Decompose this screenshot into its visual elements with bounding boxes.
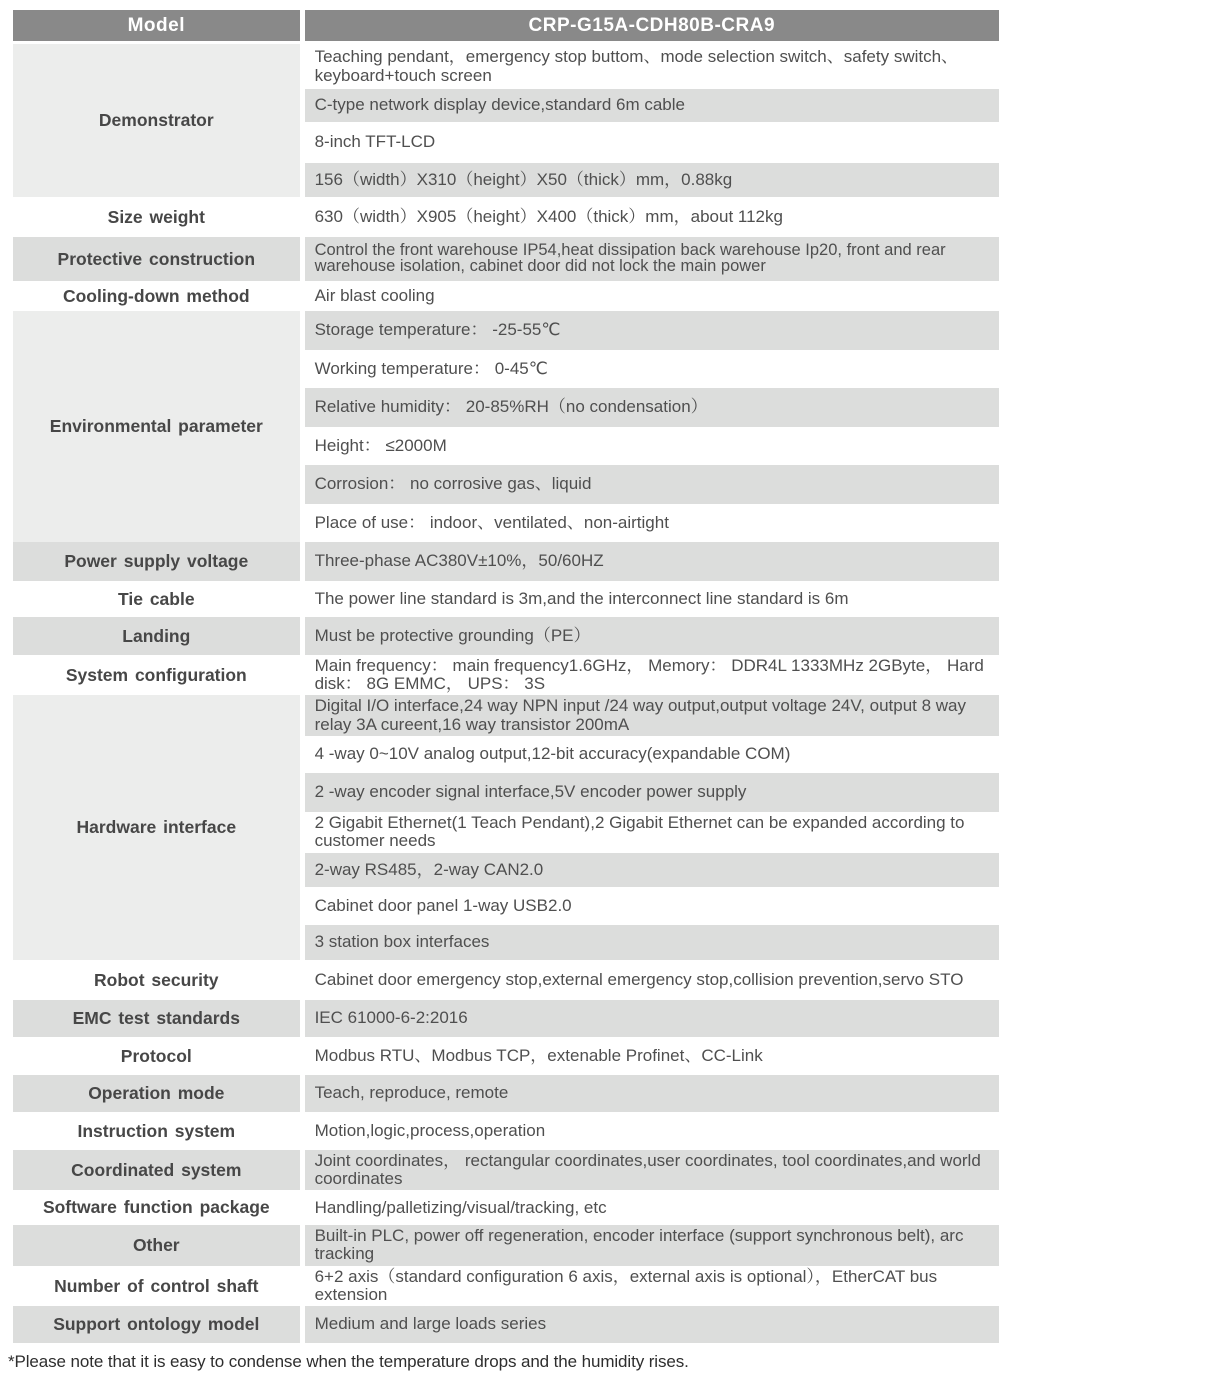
spec-value: Three-phase AC380V±10%，50/60HZ (305, 542, 999, 581)
table-row (13, 1150, 999, 1190)
table-row (13, 1225, 999, 1265)
spec-value: Handling/palletizing/visual/tracking, etc (305, 1190, 999, 1225)
spec-value: Height： ≤2000M (305, 427, 999, 465)
spec-value: Storage temperature： -25-55℃ (305, 311, 999, 350)
spec-value: Joint coordinates， rectangular coordinates,user coordinates, tool coordinates,and world coordinates (305, 1150, 999, 1190)
spec-label-software-function-package: Software function package (13, 1190, 300, 1225)
table-header-row (13, 10, 999, 44)
spec-value: Cabinet door panel 1-way USB2.0 (305, 887, 999, 925)
spec-value: Cabinet door emergency stop,external emergency stop,collision prevention,servo STO (305, 960, 999, 1000)
spec-label-demonstrator: Demonstrator (13, 44, 300, 197)
spec-label-protocol: Protocol (13, 1037, 300, 1075)
table-row (13, 197, 999, 237)
table-row (13, 1190, 999, 1225)
footnote: *Please note that it is easy to condense when the temperature drops and the humidity rises. (8, 1351, 689, 1371)
table-row (13, 1112, 999, 1150)
table-row (13, 655, 999, 695)
spec-label-coordinated-system: Coordinated system (13, 1150, 300, 1190)
spec-value: 630（width）X905（height）X400（thick）mm，about 112kg (305, 197, 999, 237)
table-row (13, 281, 999, 311)
spec-value: Control the front warehouse IP54,heat dissipation back warehouse Ip20, front and rear warehouse isolation, cabinet door did not lock the main power (305, 237, 999, 281)
spec-value: Must be protective grounding（PE） (305, 617, 999, 655)
spec-table (8, 10, 1004, 1343)
table-row (13, 311, 999, 350)
table-row (13, 960, 999, 1000)
header-model-label: Model (13, 10, 300, 44)
spec-label-protective-construction: Protective construction (13, 237, 300, 281)
spec-value: Place of use： indoor、ventilated、non-airtight (305, 504, 999, 542)
spec-value: Main frequency： main frequency1.6GHz， Memory： DDR4L 1333MHz 2GByte， Hard disk： 8G EMMC， UPS： 3S (305, 655, 999, 695)
table-row (13, 237, 999, 281)
spec-value: 3 station box interfaces (305, 925, 999, 960)
table-row (13, 44, 999, 89)
spec-label-environmental-parameter: Environmental parameter (13, 311, 300, 542)
spec-label-cooling-method: Cooling-down method (13, 281, 300, 311)
spec-value: 8-inch TFT-LCD (305, 122, 999, 163)
spec-label-size-weight: Size weight (13, 197, 300, 237)
spec-label-landing: Landing (13, 617, 300, 655)
spec-value: Working temperature： 0-45℃ (305, 350, 999, 388)
spec-label-power-supply-voltage: Power supply voltage (13, 542, 300, 581)
table-row (13, 1075, 999, 1112)
spec-label-emc-test-standards: EMC test standards (13, 1000, 300, 1037)
spec-value: Digital I/O interface,24 way NPN input /24 way output,output voltage 24V, output 8 way relay 3A cureent,16 way transistor 200mA (305, 695, 999, 735)
spec-label-operation-mode: Operation mode (13, 1075, 300, 1112)
table-row (13, 1000, 999, 1037)
spec-value: Medium and large loads series (305, 1306, 999, 1343)
spec-value: C-type network display device,standard 6m cable (305, 89, 999, 122)
spec-label-hardware-interface: Hardware interface (13, 695, 300, 959)
header-model-value: CRP-G15A-CDH80B-CRA9 (305, 10, 999, 44)
spec-value: IEC 61000-6-2:2016 (305, 1000, 999, 1037)
spec-value: 2 -way encoder signal interface,5V encoder power supply (305, 773, 999, 812)
spec-label-robot-security: Robot security (13, 960, 300, 1000)
spec-value: Built-in PLC, power off regeneration, encoder interface (support synchronous belt), arc tracking (305, 1225, 999, 1265)
spec-label-instruction-system: Instruction system (13, 1112, 300, 1150)
spec-value: Air blast cooling (305, 281, 999, 311)
spec-value: 156（width）X310（height）X50（thick）mm，0.88kg (305, 163, 999, 197)
spec-label-support-ontology-model: Support ontology model (13, 1306, 300, 1343)
spec-value: Relative humidity： 20-85%RH（no condensation） (305, 388, 999, 427)
spec-value: Teaching pendant，emergency stop buttom、mode selection switch、safety switch、keyboard+touch screen (305, 44, 999, 89)
spec-value: 2-way RS485，2-way CAN2.0 (305, 853, 999, 887)
table-row (13, 1037, 999, 1075)
spec-value: 6+2 axis（standard configuration 6 axis，external axis is optional），EtherCAT bus extension (305, 1266, 999, 1306)
table-row (13, 1306, 999, 1343)
spec-value: Teach, reproduce, remote (305, 1075, 999, 1112)
table-row (13, 695, 999, 735)
spec-value: The power line standard is 3m,and the interconnect line standard is 6m (305, 581, 999, 617)
spec-value: Corrosion： no corrosive gas、liquid (305, 465, 999, 504)
table-row (13, 617, 999, 655)
table-row (13, 581, 999, 617)
spec-label-number-of-control-shaft: Number of control shaft (13, 1266, 300, 1306)
spec-value: 4 -way 0~10V analog output,12-bit accuracy(expandable COM) (305, 736, 999, 773)
spec-label-other: Other (13, 1225, 300, 1265)
spec-label-system-configuration: System configuration (13, 655, 300, 695)
spec-value: Motion,logic,process,operation (305, 1112, 999, 1150)
table-row (13, 1266, 999, 1306)
spec-label-tie-cable: Tie cable (13, 581, 300, 617)
spec-value: 2 Gigabit Ethernet(1 Teach Pendant),2 Gigabit Ethernet can be expanded according to customer needs (305, 812, 999, 853)
table-row (13, 542, 999, 581)
spec-value: Modbus RTU、Modbus TCP，extenable Profinet、CC-Link (305, 1037, 999, 1075)
